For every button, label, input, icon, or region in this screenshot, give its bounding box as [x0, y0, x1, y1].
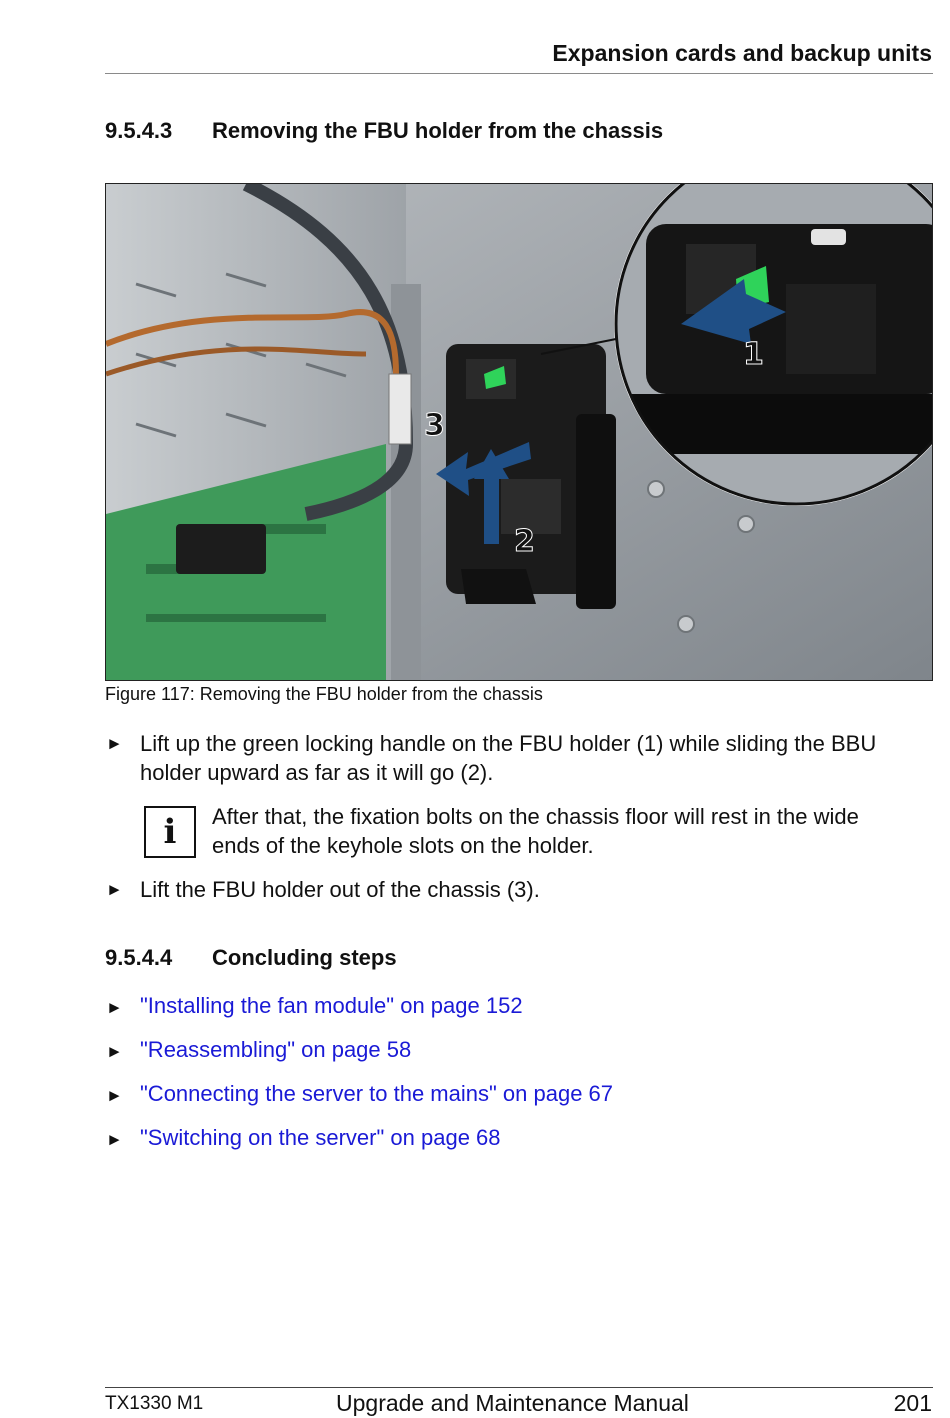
- footer-model: TX1330 M1: [105, 1393, 204, 1414]
- callout-2: 2: [514, 524, 535, 559]
- figure-illustration: [106, 184, 933, 681]
- section-title: Removing the FBU holder from the chassis: [212, 118, 664, 143]
- step-lift-handle: [140, 729, 876, 787]
- bullet-icon: ►: [106, 734, 123, 753]
- section-title: Concluding steps: [212, 945, 397, 970]
- figure-fbu-holder-removal: [105, 183, 933, 681]
- link-switching-on[interactable]: "Switching on the server" on page 68: [140, 1125, 501, 1150]
- step-lift-out: Lift the FBU holder out of the chassis (3).: [140, 877, 540, 902]
- callout-1: 1: [743, 337, 764, 372]
- link-reassembling[interactable]: "Reassembling" on page 58: [140, 1037, 412, 1062]
- bullet-icon: ►: [106, 1042, 123, 1061]
- bullet-icon: ►: [106, 1086, 123, 1105]
- cable-label: [389, 374, 411, 444]
- page-number: 201: [893, 1390, 932, 1416]
- link-connecting-mains[interactable]: "Connecting the server to the mains" on page 67: [140, 1081, 614, 1106]
- running-header: Expansion cards and backup units: [552, 40, 932, 66]
- info-icon: i: [144, 806, 196, 858]
- info-line: ends of the keyhole slots on the holder.: [212, 833, 594, 858]
- info-note: [212, 802, 859, 860]
- header-divider: [105, 73, 933, 74]
- callout-3: 3: [424, 408, 445, 443]
- sas-connector: [176, 524, 266, 574]
- section-number: 9.5.4.4: [105, 945, 173, 970]
- link-installing-fan-module[interactable]: "Installing the fan module" on page 152: [140, 993, 523, 1018]
- figure-caption: Figure 117: Removing the FBU holder from the chassis: [105, 684, 543, 704]
- bullet-icon: ►: [106, 998, 123, 1017]
- bullet-icon: ►: [106, 880, 123, 899]
- bullet-icon: ►: [106, 1130, 123, 1149]
- footer-divider: [105, 1387, 933, 1388]
- info-line: After that, the fixation bolts on the chassis floor will rest in the wide: [212, 804, 859, 829]
- step-line: holder upward as far as it will go (2).: [140, 760, 494, 785]
- step-line: Lift up the green locking handle on the FBU holder (1) while sliding the BBU: [140, 731, 877, 756]
- footer-manual-title: Upgrade and Maintenance Manual: [336, 1390, 689, 1416]
- section-number: 9.5.4.3: [105, 118, 173, 143]
